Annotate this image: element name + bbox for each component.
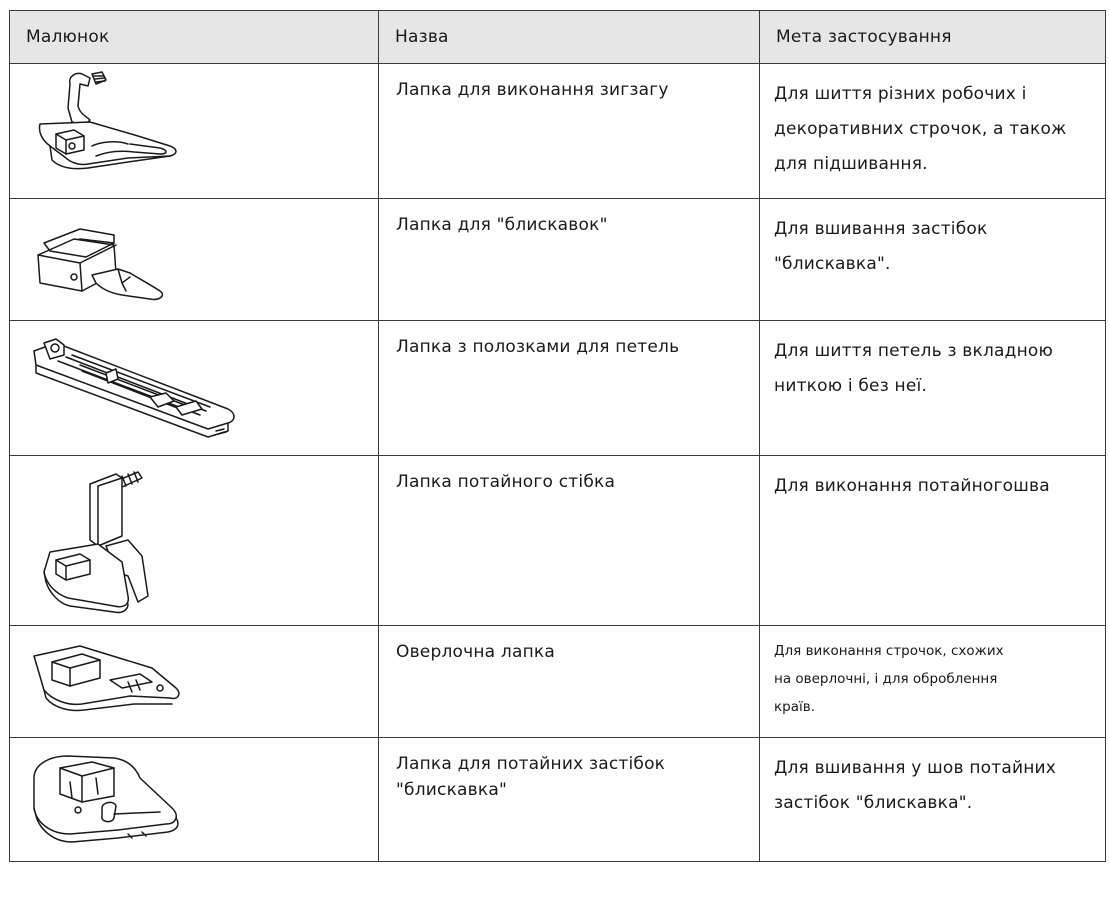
foot-name: Лапка для потайних застібок "блискавка" [379, 738, 760, 862]
header-picture: Малюнок [10, 11, 379, 64]
foot-purpose [760, 738, 1106, 862]
header-purpose: Мета застосування [760, 11, 1106, 64]
overlock-foot-icon [10, 626, 210, 737]
purpose-line: Для шиття різних робочих і [774, 84, 1027, 104]
picture-cell [10, 456, 379, 626]
foot-purpose [760, 64, 1106, 199]
table-header-row [10, 11, 1106, 64]
table-row [10, 626, 1106, 738]
presser-feet-table [9, 10, 1106, 862]
table-row [10, 64, 1106, 199]
purpose-line: Для вшивання у шов потайних [774, 758, 1057, 778]
blind-stitch-foot-icon [10, 456, 210, 625]
header-name: Назва [379, 11, 760, 64]
picture-cell [10, 199, 379, 321]
table-row [10, 738, 1106, 862]
buttonhole-foot-icon [10, 321, 250, 455]
purpose-line: країв. [774, 699, 815, 715]
foot-purpose [760, 456, 1106, 626]
invisible-zipper-foot-icon [10, 738, 210, 861]
purpose-line: ниткою і без неї. [774, 376, 928, 396]
picture-cell [10, 626, 379, 738]
picture-cell [10, 738, 379, 862]
purpose-line: Для виконання потайногошва [774, 476, 1050, 496]
foot-name: Лапка з полозками для петель [379, 321, 760, 456]
foot-purpose [760, 626, 1106, 738]
purpose-line: Для шиття петель з вкладною [774, 341, 1054, 361]
zigzag-foot-icon [10, 64, 210, 198]
foot-purpose [760, 321, 1106, 456]
purpose-line: "блискавка". [774, 254, 891, 274]
purpose-line: Для виконання строчок, схожих [774, 643, 1004, 659]
foot-name: Лапка для виконання зигзагу [379, 64, 760, 199]
purpose-line: декоративних строчок, а також [774, 119, 1067, 139]
purpose-line: Для вшивання застібок [774, 219, 988, 239]
purpose-line: на оверлочні, і для оброблення [774, 671, 998, 687]
foot-name: Лапка потайного стібка [379, 456, 760, 626]
zipper-foot-icon [10, 199, 210, 320]
foot-name: Оверлочна лапка [379, 626, 760, 738]
purpose-line: застібок "блискавка". [774, 793, 973, 813]
picture-cell [10, 321, 379, 456]
table-row [10, 321, 1106, 456]
picture-cell [10, 64, 379, 199]
purpose-line: для підшивання. [774, 154, 928, 174]
table-row [10, 456, 1106, 626]
foot-purpose [760, 199, 1106, 321]
foot-name: Лапка для "блискавок" [379, 199, 760, 321]
table-row [10, 199, 1106, 321]
